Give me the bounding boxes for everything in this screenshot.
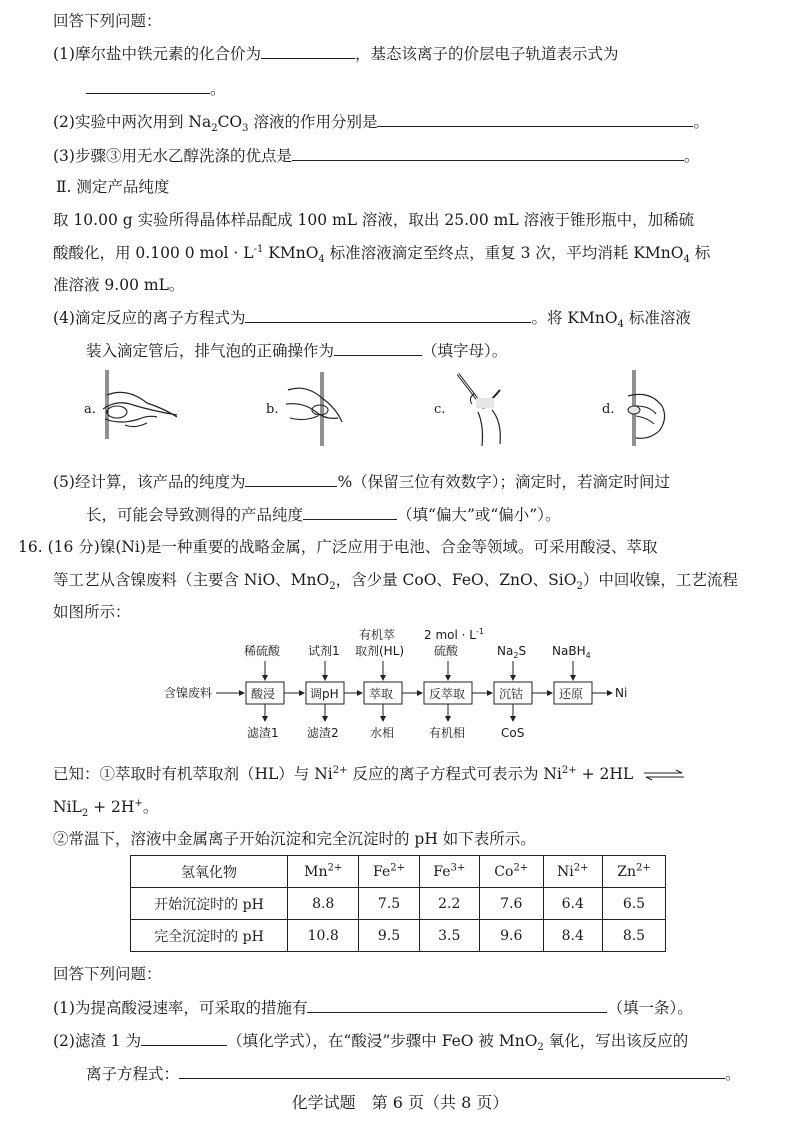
flow-product-label: Ni bbox=[615, 686, 628, 700]
question-3: (3)步骤③用无水乙醇洗涤的优点是 。 bbox=[53, 144, 699, 167]
answer-intro: 回答下列问题： bbox=[53, 965, 162, 983]
table-cell: 9.5 bbox=[359, 920, 419, 952]
table-cell: 10.8 bbox=[288, 920, 359, 952]
table-cell: 6.4 bbox=[543, 888, 602, 920]
question-1: (1)摩尔盐中铁元素的化合价为 ，基态该离子的价层电子轨道表示式为 bbox=[53, 42, 618, 65]
question-5: (5)经计算，该产品的纯度为 %（保留三位有效数字）；滴定时，若滴定时间过 bbox=[53, 470, 670, 493]
ph-table bbox=[130, 855, 666, 952]
answer-blank[interactable] bbox=[292, 144, 684, 161]
q16-line-1: 16. (16 分)镍(Ni)是一种重要的战略金属，广泛应用于电池、合金等领域。可采用酸浸、萃取 bbox=[18, 538, 658, 556]
q16-line-2: 等工艺从含镍废料（主要含 NiO、MnO$_2$，含少量 CoO、FeO、ZnO、SiO$_2$）中回收镍，工艺流程 bbox=[53, 571, 738, 593]
question-4: (4)滴定反应的离子方程式为 。将 KMnO$_4$ 标准溶液 bbox=[53, 306, 691, 329]
answer-blank[interactable] bbox=[377, 110, 693, 127]
flow-step-1-label: 酸浸 bbox=[251, 687, 276, 701]
table-header-cell: $Fe^{3+}$ bbox=[419, 856, 479, 888]
table-cell: 完全沉淀时的 pH bbox=[131, 920, 288, 952]
known-1-cont: NiL$_2$ + 2H+。 bbox=[53, 797, 159, 820]
flow-feed-label: 含镍废料 bbox=[164, 686, 213, 700]
table-cell: 9.6 bbox=[479, 920, 543, 952]
flow-step-4-label: 反萃取 bbox=[429, 687, 466, 701]
question-5-cont: 长，可能会导致测得的产品纯度 （填“偏大”或“偏小”）。 bbox=[86, 503, 560, 526]
burette-hand-figure-c bbox=[448, 368, 518, 450]
figure-label-b: b. bbox=[266, 402, 279, 417]
output-label: CoS bbox=[501, 726, 525, 740]
paragraph-line-2: 酸酸化，用 0.100 0 mol · $L^{-1}$ KMnO$_4$ 标准溶液滴定至终点，重复 3 次，平均消耗 KMnO$_4$ 标 bbox=[53, 243, 711, 266]
table-row bbox=[131, 888, 666, 920]
reagent-label: 硫酸 bbox=[434, 644, 459, 658]
intro-text: 回答下列问题： bbox=[53, 12, 162, 30]
table-cell: 7.5 bbox=[359, 888, 419, 920]
burette-hand-figure-d bbox=[614, 366, 674, 450]
table-cell: 8.8 bbox=[288, 888, 359, 920]
q16-question-2-cont: 离子方程式： 。 bbox=[86, 1062, 741, 1085]
reagent-label: 有机萃 bbox=[359, 628, 396, 642]
reagent-label: 取剂(HL) bbox=[355, 644, 405, 658]
output-label: 有机相 bbox=[429, 726, 466, 740]
table-header-cell: $Ni^{2+}$ bbox=[543, 856, 602, 888]
output-label: 滤渣2 bbox=[307, 726, 339, 740]
table-cell: 8.4 bbox=[543, 920, 602, 952]
paragraph-line-3: 准溶液 9.00 mL。 bbox=[53, 276, 185, 294]
equilibrium-arrow-icon bbox=[642, 769, 686, 781]
table-header-cell: $Zn^{2+}$ bbox=[602, 856, 665, 888]
table-cell: 6.5 bbox=[602, 888, 665, 920]
reagent-label: $Na_2S$ bbox=[497, 644, 527, 660]
paragraph-line-1: 取 10.00 g 实验所得晶体样品配成 100 mL 溶液，取出 25.00 mL 溶液于锥形瓶中，加稀硫 bbox=[53, 211, 695, 229]
figure-label-a: a. bbox=[84, 402, 96, 417]
table-header-cell: $Fe^{2+}$ bbox=[359, 856, 419, 888]
reagent-label: 稀硫酸 bbox=[244, 644, 281, 658]
flow-step-2-label: 调pH bbox=[310, 687, 339, 701]
output-label: 滤渣1 bbox=[247, 726, 279, 740]
answer-blank[interactable] bbox=[86, 77, 210, 94]
output-label: 水相 bbox=[370, 726, 395, 740]
q16-line-3: 如图所示： bbox=[53, 603, 131, 621]
q16-question-1: (1)为提高酸浸速率，可采取的措施有 （填一条）。 bbox=[53, 996, 693, 1019]
table-cell: 2.2 bbox=[419, 888, 479, 920]
reagent-label: 2 mol · $L^{-1}$ bbox=[424, 627, 484, 642]
answer-blank[interactable] bbox=[179, 1062, 725, 1079]
burette-hand-figure-a bbox=[95, 365, 185, 445]
reagent-label: 试剂1 bbox=[308, 644, 340, 658]
answer-blank[interactable] bbox=[141, 1029, 227, 1046]
answer-blank[interactable] bbox=[245, 306, 531, 323]
table-cell: 8.5 bbox=[602, 920, 665, 952]
figure-label-c: c. bbox=[434, 402, 446, 417]
known-2: ②常温下，溶液中金属离子开始沉淀和完全沉淀时的 pH 如下表所示。 bbox=[53, 830, 536, 848]
table-cell: 3.5 bbox=[419, 920, 479, 952]
answer-blank[interactable] bbox=[307, 996, 607, 1013]
process-flow-diagram bbox=[150, 625, 650, 750]
question-4-cont: 装入滴定管后，排气泡的正确操作为 （填字母）。 bbox=[86, 339, 507, 362]
table-cell: 开始沉淀时的 pH bbox=[131, 888, 288, 920]
answer-blank[interactable] bbox=[245, 470, 337, 487]
table-header-cell: $Co^{2+}$ bbox=[479, 856, 543, 888]
table-header-row bbox=[131, 856, 666, 888]
table-header-cell: $Mn^{2+}$ bbox=[288, 856, 359, 888]
q16-question-2: (2)滤渣 1 为 （填化学式），在“酸浸”步骤中 FeO 被 MnO$_2$ 氧化，写出该反应的 bbox=[53, 1029, 688, 1052]
table-row bbox=[131, 920, 666, 952]
question-2: (2)实验中两次用到 $Na_2CO_3$ 溶液的作用分别是 。 bbox=[53, 110, 709, 133]
answer-blank[interactable] bbox=[261, 42, 355, 59]
burette-hand-figure-b bbox=[280, 368, 350, 450]
reagent-label: NaBH$_4$ bbox=[552, 644, 591, 660]
table-cell: 7.6 bbox=[479, 888, 543, 920]
answer-blank[interactable] bbox=[334, 339, 422, 356]
flow-step-5-label: 沉钴 bbox=[499, 687, 524, 701]
table-header-cell: 氢氧化物 bbox=[131, 856, 288, 888]
question-1-cont: 。 bbox=[86, 77, 226, 100]
flow-step-3-label: 萃取 bbox=[369, 687, 394, 701]
known-1: 已知：①萃取时有机萃取剂（HL）与 $Ni^{2+}$ 反应的离子方程式可表示为 $Ni^{2+} + 2HL$ bbox=[53, 763, 686, 785]
section-heading: Ⅱ. 测定产品纯度 bbox=[56, 178, 170, 196]
answer-blank[interactable] bbox=[303, 503, 397, 520]
figure-label-d: d. bbox=[602, 402, 615, 417]
flow-step-6-label: 还原 bbox=[559, 687, 584, 701]
page-footer: 化学试题 第 6 页（共 8 页） bbox=[291, 1093, 509, 1112]
